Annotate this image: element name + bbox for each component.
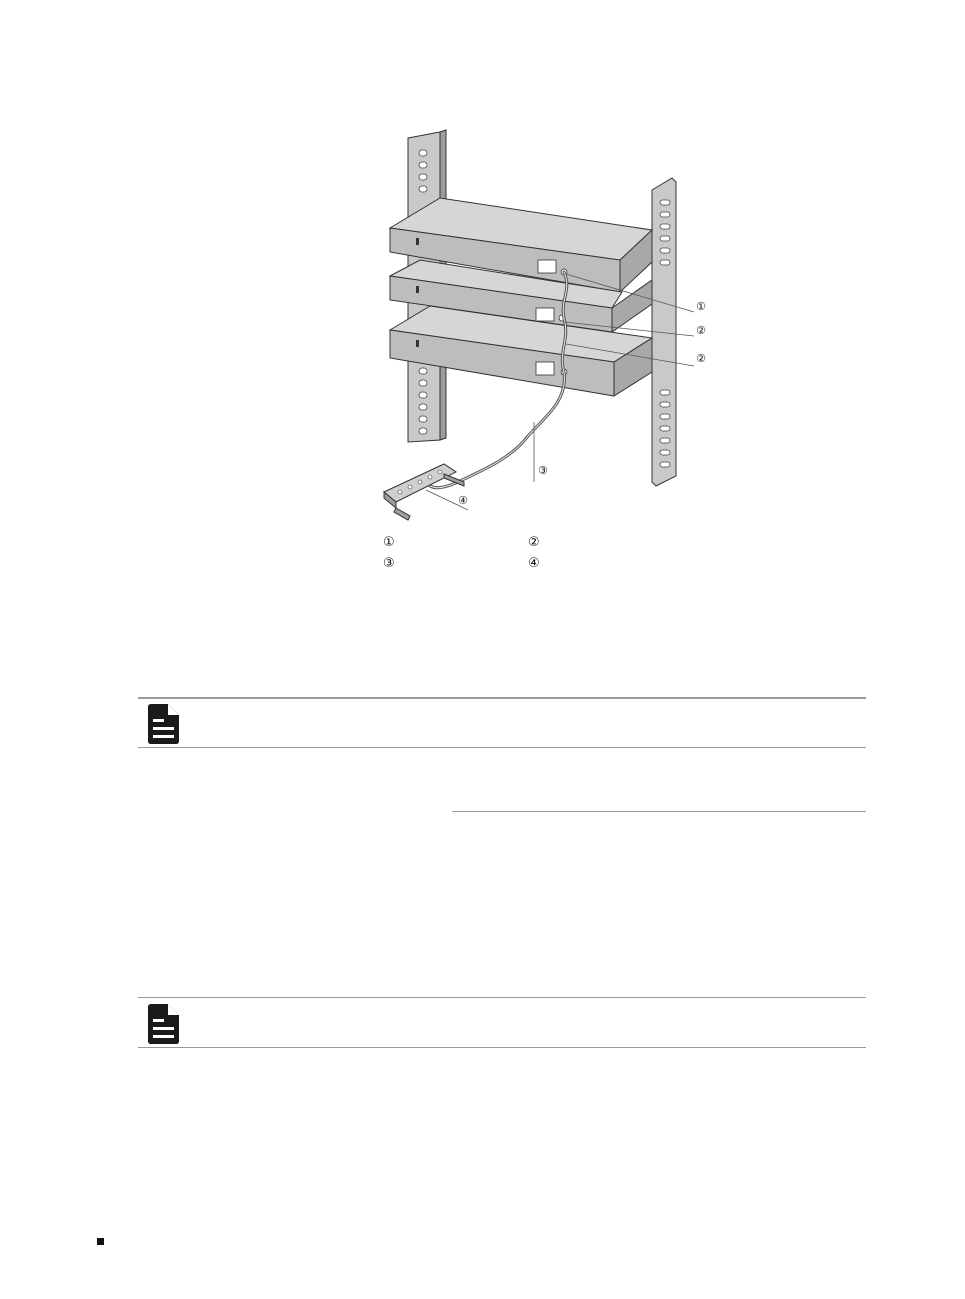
legend-item-2: ② — [528, 535, 540, 550]
footer-marker — [97, 1238, 104, 1245]
note-icon — [146, 1003, 180, 1045]
rack-diagram — [360, 120, 720, 530]
note-2-top-rule — [138, 997, 866, 998]
legend-item-1: ① — [383, 535, 395, 550]
ground-bar — [384, 464, 464, 520]
callout-3: ③ — [538, 464, 548, 477]
note-1-bottom-rule — [138, 747, 866, 748]
callout-4: ④ — [458, 494, 468, 507]
note-icon — [146, 703, 180, 745]
callout-2b: ② — [696, 352, 706, 365]
legend-item-4: ④ — [528, 556, 540, 571]
note-1-top-rule — [138, 697, 866, 699]
callout-2a: ② — [696, 324, 706, 337]
callout-1: ① — [696, 300, 706, 313]
legend-item-3: ③ — [383, 556, 395, 571]
rack-grounding-figure — [360, 120, 720, 530]
section-rule — [452, 811, 866, 812]
note-2-bottom-rule — [138, 1047, 866, 1048]
